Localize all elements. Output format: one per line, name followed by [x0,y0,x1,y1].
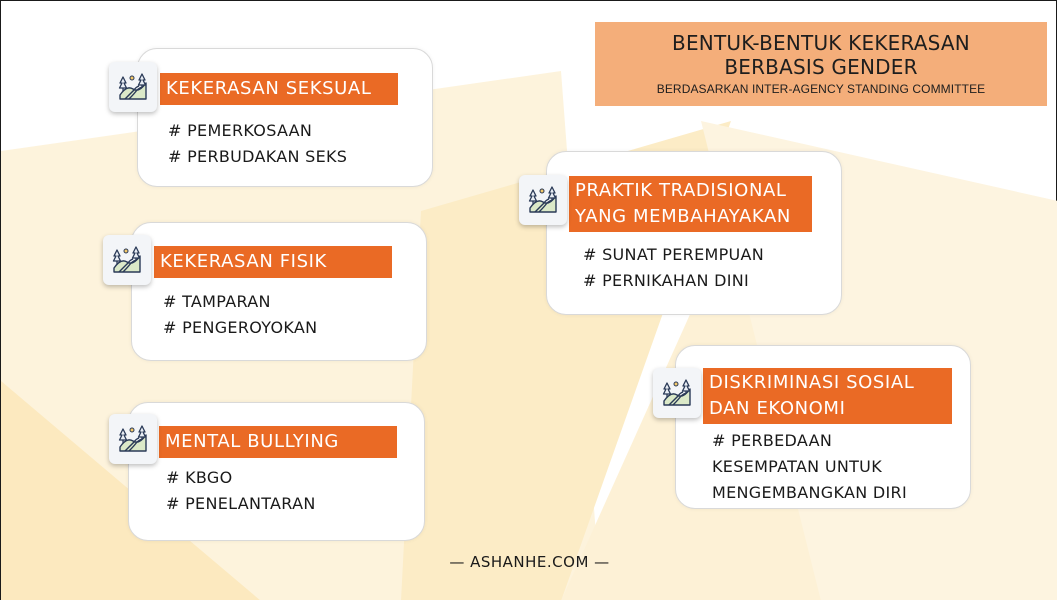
list-item: # PERNIKAHAN DINI [583,271,750,290]
title-box [595,22,1047,106]
list-item: MENGEMBANGKAN DIRI [712,483,907,502]
footer-credit: — ASHANHE.COM — [449,553,610,571]
list-item: # PERBUDAKAN SEKS [168,147,348,166]
title-line-1: BENTUK-BENTUK KEKERASAN [672,31,970,55]
card-label [159,426,397,458]
card-label-line: MENTAL BULLYING [165,431,339,452]
card-items [163,289,317,341]
landscape-road-icon-glyph [661,377,693,409]
card-items [712,428,907,506]
list-item: KESEMPATAN UNTUK [712,457,882,476]
list-item: # TAMPARAN [163,292,271,311]
list-item: # PENGEROYOKAN [163,318,318,337]
list-item: # PEMERKOSAAN [168,121,313,140]
card-items [583,242,764,294]
landscape-road-icon-glyph [111,244,143,276]
list-item: # SUNAT PEREMPUAN [583,245,765,264]
landscape-road-icon-glyph [117,423,149,455]
landscape-road-icon [109,62,157,112]
card-label-line: PRAKTIK TRADISIONAL [575,180,787,201]
title-subtitle: BERDASARKAN INTER-AGENCY STANDING COMMITTEE [656,82,986,96]
card-items [166,465,316,517]
card-label [569,176,812,232]
card-label-line: DAN EKONOMI [709,398,846,419]
landscape-road-icon [653,368,701,418]
landscape-road-icon [519,175,567,225]
landscape-road-icon-glyph [527,184,559,216]
card-label [154,246,392,278]
landscape-road-icon [109,414,157,464]
list-item: # PERBEDAAN [712,431,833,450]
card-label [703,368,952,424]
card-label-line: KEKERASAN SEKSUAL [166,78,372,99]
list-item: # PENELANTARAN [166,494,316,513]
card-label [160,73,398,105]
list-item: # KBGO [166,468,233,487]
card-items [168,118,347,170]
landscape-road-icon [103,235,151,285]
landscape-road-icon-glyph [117,71,149,103]
title-line-2: BERBASIS GENDER [724,55,918,79]
card-label-line: YANG MEMBAHAYAKAN [575,206,791,227]
card-label-line: KEKERASAN FISIK [160,251,327,272]
card-label-line: DISKRIMINASI SOSIAL [709,372,915,393]
